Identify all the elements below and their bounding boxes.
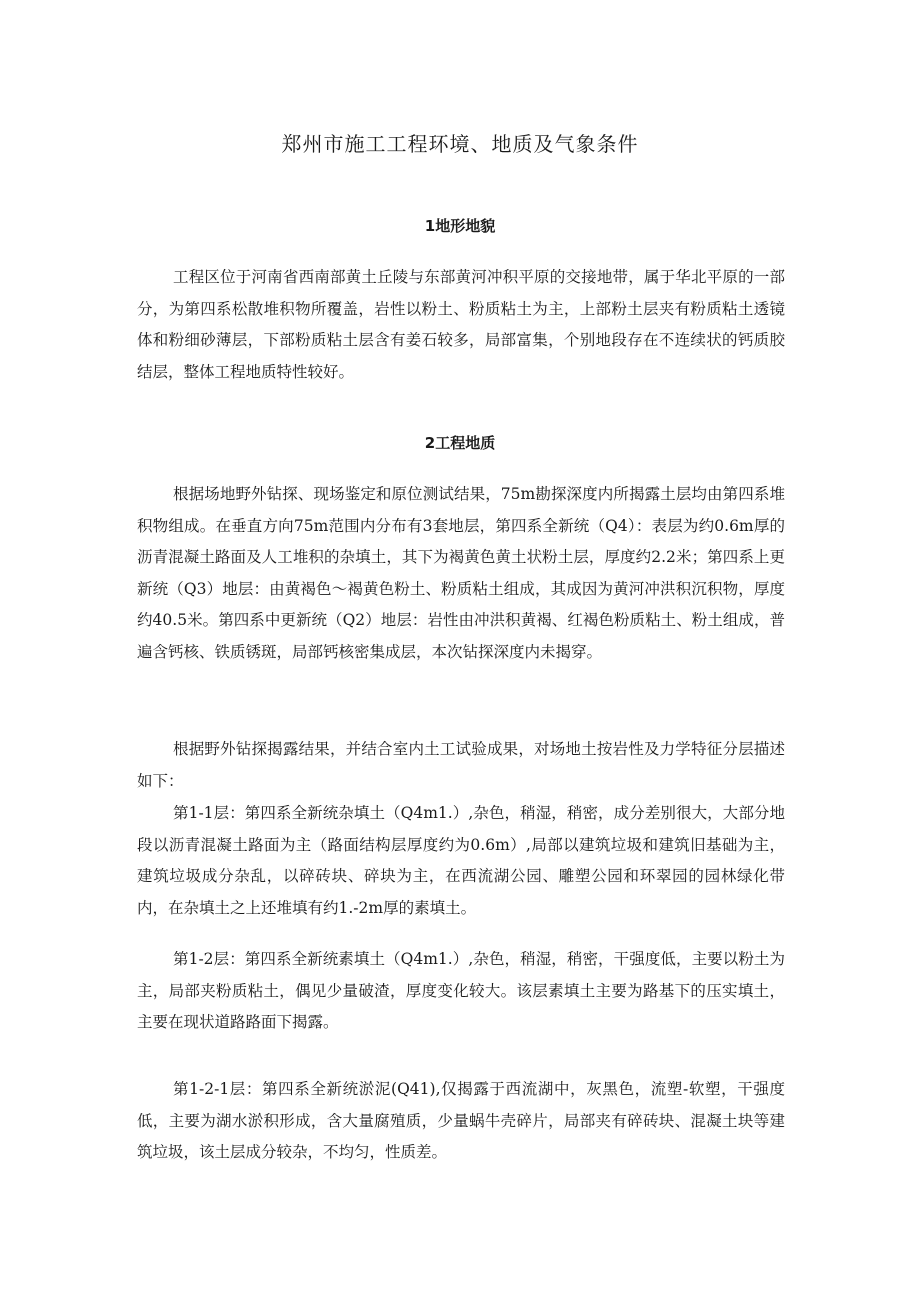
paragraph-topography: 工程区位于河南省西南部黄土丘陵与东部黄河冲积平原的交接地带，属于华北平原的一部分，为第四系松散堆积物所覆盖，岩性以粉土、粉质粘土为主，上部粉土层夹有粉质粘土透镜体和粉细砂薄层，下部粉质粘土层含有姜石较多，局部富集，个别地段存在不连续状的钙质胶结层，整体工程地质特性较好。 [137,268,785,381]
section-heading-topography: 1地形地貌 [424,217,496,235]
section-heading-geology: 2工程地质 [424,434,496,452]
paragraph-layer-1-2: 第1-2层：第四系全新统素填土（Q4m1.）,杂色，稍湿，稍密，干强度低，主要以粉土为主，局部夹粉质粘土，偶见少量破渣，厚度变化较大。该层素填土主要为路基下的压实填土，主要在现状道路路面下揭露。 [137,950,785,1031]
paragraph-geology-overview: 根据场地野外钻探、现场鉴定和原位测试结果，75m勘探深度内所揭露土层均由第四系堆积物组成。在垂直方向75m范围内分布有3套地层，第四系全新统（Q4）：表层为约0.6m厚的沥青混凝土路面及人工堆积的杂填土，其下为褐黄色黄土状粉土层，厚度约2.2米；第四系上更新统（Q3）地层：由黄褐色～褐黄色粉土、粉质粘土组成，其成因为黄河冲洪积沉积物，厚度约40.5米。第四系中更新统（Q2）地层：岩性由冲洪积黄褐、红褐色粉质粘土、粉土组成，普遍含钙核、铁质锈斑，局部钙核密集成层，本次钻探深度内未揭穿。 [137,485,785,661]
paragraph-layer-1-1: 第1-1层：第四系全新统杂填土（Q4m1.）,杂色，稍湿，稍密，成分差别很大，大部分地段以沥青混凝土路面为主（路面结构层厚度约为0.6m）,局部以建筑垃圾和建筑旧基础为主，建筑垃圾成分杂乱，以碎砖块、碎块为主，在西流湖公园、雕塑公园和环翠园的园林绿化带内，在杂填土之上还堆填有约1.-2m厚的素填土。 [137,804,785,917]
paragraph-layer-1-2-1: 第1-2-1层：第四系全新统淤泥(Q41),仅揭露于西流湖中，灰黑色，流塑-软塑，干强度低，主要为湖水淤积形成，含大量腐殖质，少量蜗牛壳碎片，局部夹有碎砖块、混凝土块等建筑垃圾，该土层成分较杂，不均匀，性质差。 [137,1080,785,1161]
document-title: 郑州市施工工程环境、地质及气象条件 [281,132,639,156]
paragraph-layer-intro: 根据野外钻探揭露结果，并结合室内土工试验成果，对场地土按岩性及力学特征分层描述如下： [137,740,785,790]
